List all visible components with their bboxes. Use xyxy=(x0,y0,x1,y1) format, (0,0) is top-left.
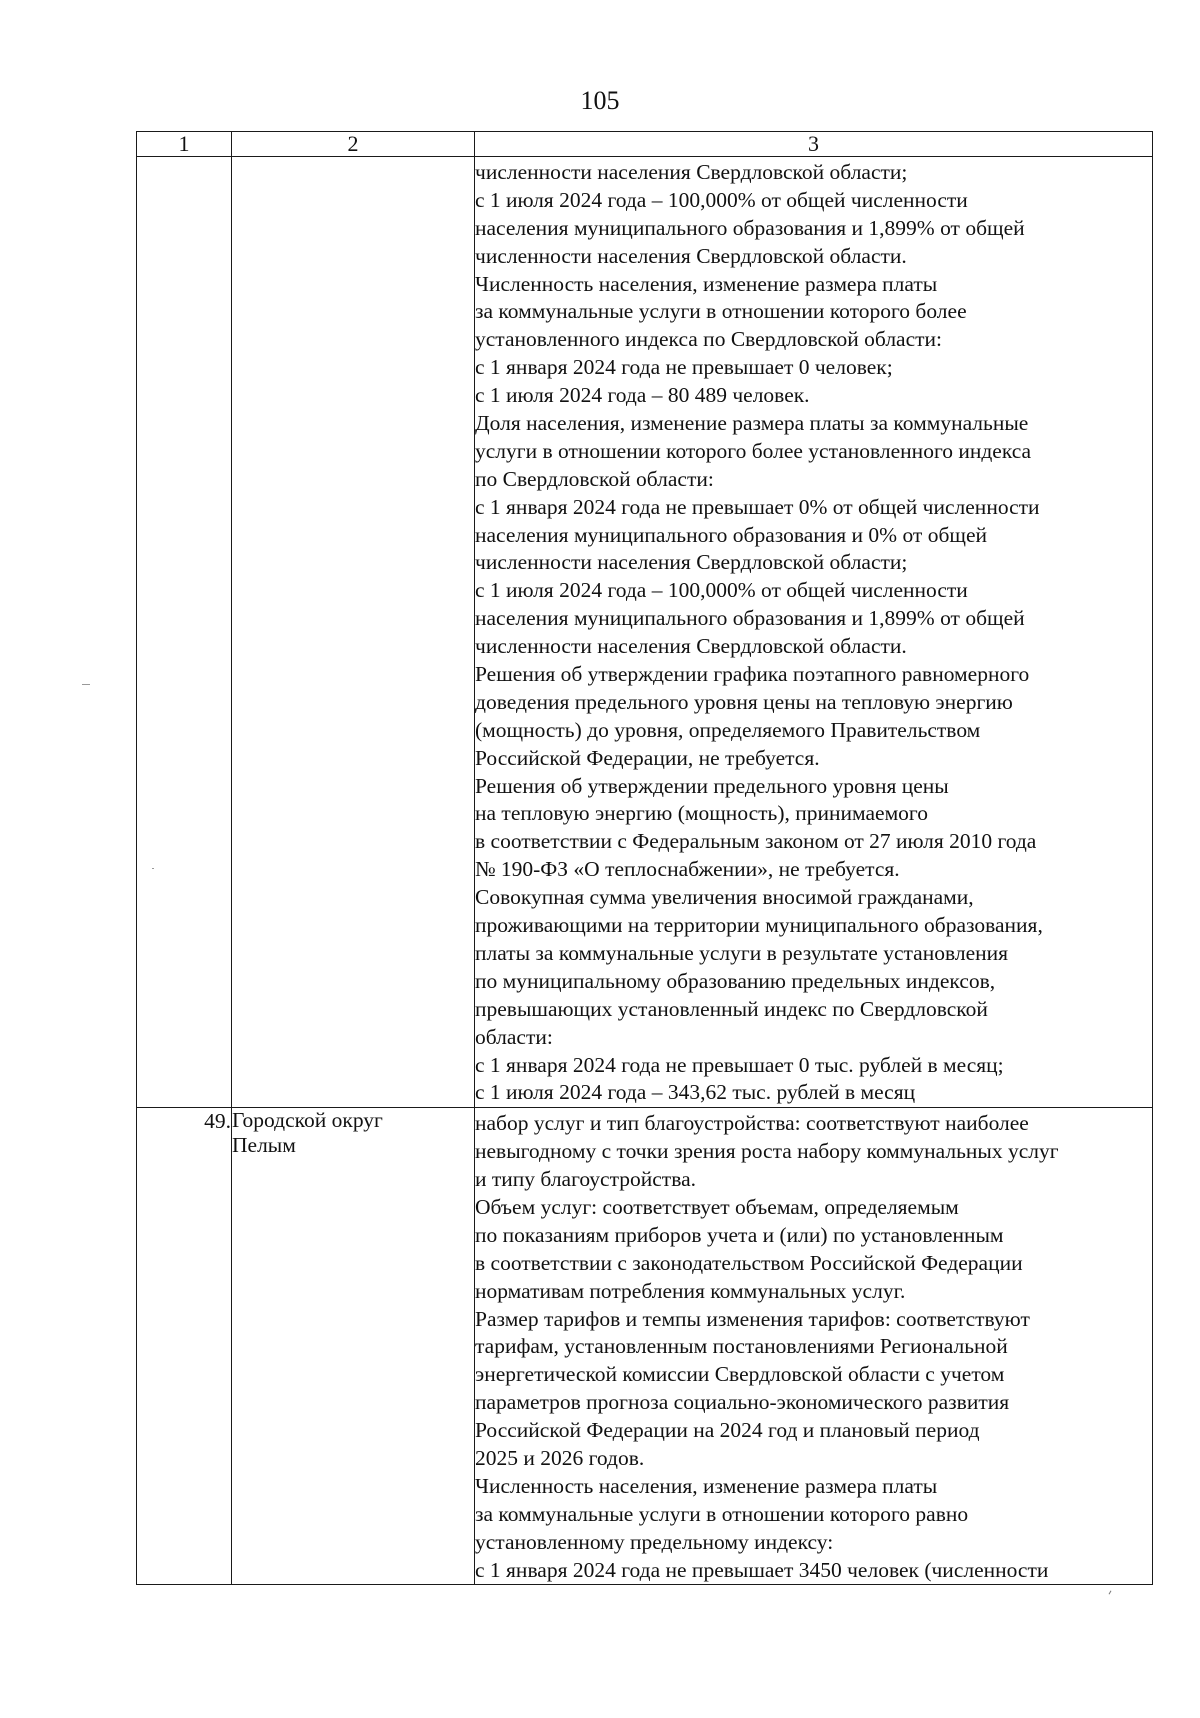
description-line: проживающими на территории муниципального образования, xyxy=(475,913,1043,938)
description-line: по Свердловской области: xyxy=(475,466,714,491)
description-line: превышающих установленный индекс по Свердловской xyxy=(475,996,988,1021)
description-line: энергетической комиссии Свердловской области с учетом xyxy=(475,1362,1005,1387)
description-line: Размер тарифов и темпы изменения тарифов: соответствуют xyxy=(475,1306,1030,1331)
row-number: 49. xyxy=(137,1108,232,1585)
description-line: Решения об утверждении предельного уровня цены xyxy=(475,773,949,798)
municipality-name xyxy=(232,1108,475,1585)
column-header-municipality: 2 xyxy=(232,132,475,157)
description-line: с 1 января 2024 года не превышает 0% от общей численности xyxy=(475,494,1040,519)
description-line: платы за коммунальные услуги в результате установления xyxy=(475,940,1009,965)
scan-mark xyxy=(82,684,90,685)
description-line: с 1 июля 2024 года – 100,000% от общей численности xyxy=(475,187,968,212)
description-line: по показаниям приборов учета и (или) по установленным xyxy=(475,1222,1004,1247)
description-line: Доля населения, изменение размера платы за коммунальные xyxy=(475,411,1029,436)
description-line: численности населения Свердловской области. xyxy=(475,243,907,268)
description-line: доведения предельного уровня цены на тепловую энергию xyxy=(475,689,1013,714)
description-line: в соответствии с Федеральным законом от 27 июля 2010 года xyxy=(475,829,1037,854)
description-line: услуги в отношении которого более установленного индекса xyxy=(475,438,1032,463)
page-number: 105 xyxy=(580,86,620,115)
description-line: численности населения Свердловской области; xyxy=(475,550,908,575)
description-line: № 190-ФЗ «О теплоснабжении», не требуется. xyxy=(475,857,900,882)
table-row xyxy=(137,1108,1153,1585)
description-line: численности населения Свердловской области. xyxy=(475,634,907,659)
description-line: Совокупная сумма увеличения вносимой гражданами, xyxy=(475,885,974,910)
scan-mark xyxy=(152,868,154,869)
description-line: тарифам, установленным постановлениями Региональной xyxy=(475,1334,1008,1359)
column-header-number: 1 xyxy=(137,132,232,157)
description-line: с 1 января 2024 года не превышает 0 человек; xyxy=(475,355,893,380)
description-line: нормативам потребления коммунальных услуг. xyxy=(475,1278,906,1303)
description-line: с 1 июля 2024 года – 100,000% от общей численности xyxy=(475,578,968,603)
municipality-name xyxy=(232,157,475,1108)
column-header-description: 3 xyxy=(475,132,1153,157)
table-row xyxy=(137,157,1153,1108)
row-number xyxy=(137,157,232,1108)
description-line: в соответствии с законодательством Российской Федерации xyxy=(475,1250,1023,1275)
description-line: установленного индекса по Свердловской области: xyxy=(475,327,943,352)
description-line: с 1 января 2024 года не превышает 0 тыс. рублей в месяц; xyxy=(475,1052,1004,1077)
description-line: области: xyxy=(475,1024,553,1049)
description-line: за коммунальные услуги в отношении которого более xyxy=(475,299,967,324)
description-cell xyxy=(475,1108,1153,1585)
description-line: населения муниципального образования и 1,899% от общей xyxy=(475,606,1025,631)
description-line: с 1 января 2024 года не превышает 3450 человек (численности xyxy=(475,1557,1049,1582)
description-line: 2025 и 2026 годов. xyxy=(475,1445,645,1470)
description-line: на тепловую энергию (мощность), принимаемого xyxy=(475,801,928,826)
municipality-name-line: Городской округ xyxy=(232,1108,383,1133)
table-header-row xyxy=(137,132,1153,157)
scan-mark xyxy=(1109,1591,1112,1595)
description-line: численности населения Свердловской области; xyxy=(475,160,908,184)
description-line: Объем услуг: соответствует объемам, определяемым xyxy=(475,1194,959,1219)
description-line: с 1 июля 2024 года – 343,62 тыс. рублей в месяц xyxy=(475,1080,916,1105)
description-line: Решения об утверждении графика поэтапного равномерного xyxy=(475,662,1030,687)
description-line: невыгодному с точки зрения роста набору коммунальных услуг xyxy=(475,1139,1059,1164)
description-line: с 1 июля 2024 года – 80 489 человек. xyxy=(475,383,810,408)
description-line: установленному предельному индексу: xyxy=(475,1529,834,1554)
description-line: параметров прогноза социально-экономического развития xyxy=(475,1390,1010,1415)
description-line: за коммунальные услуги в отношении которого равно xyxy=(475,1501,969,1526)
description-line: населения муниципального образования и 0% от общей xyxy=(475,522,987,547)
description-line: Численность населения, изменение размера платы xyxy=(475,1473,938,1498)
description-line: Российской Федерации, не требуется. xyxy=(475,745,820,770)
tariff-table xyxy=(136,131,1153,1585)
description-line: (мощность) до уровня, определяемого Правительством xyxy=(475,717,981,742)
description-cell xyxy=(475,157,1153,1108)
description-line: по муниципальному образованию предельных индексов, xyxy=(475,968,996,993)
municipality-name-line: Пелым xyxy=(232,1133,296,1158)
description-line: населения муниципального образования и 1,899% от общей xyxy=(475,215,1025,240)
description-line: Российской Федерации на 2024 год и плановый период xyxy=(475,1418,980,1443)
description-line: и типу благоустройства. xyxy=(475,1167,696,1192)
description-line: Численность населения, изменение размера платы xyxy=(475,271,938,296)
description-line: набор услуг и тип благоустройства: соответствуют наиболее xyxy=(475,1111,1029,1136)
